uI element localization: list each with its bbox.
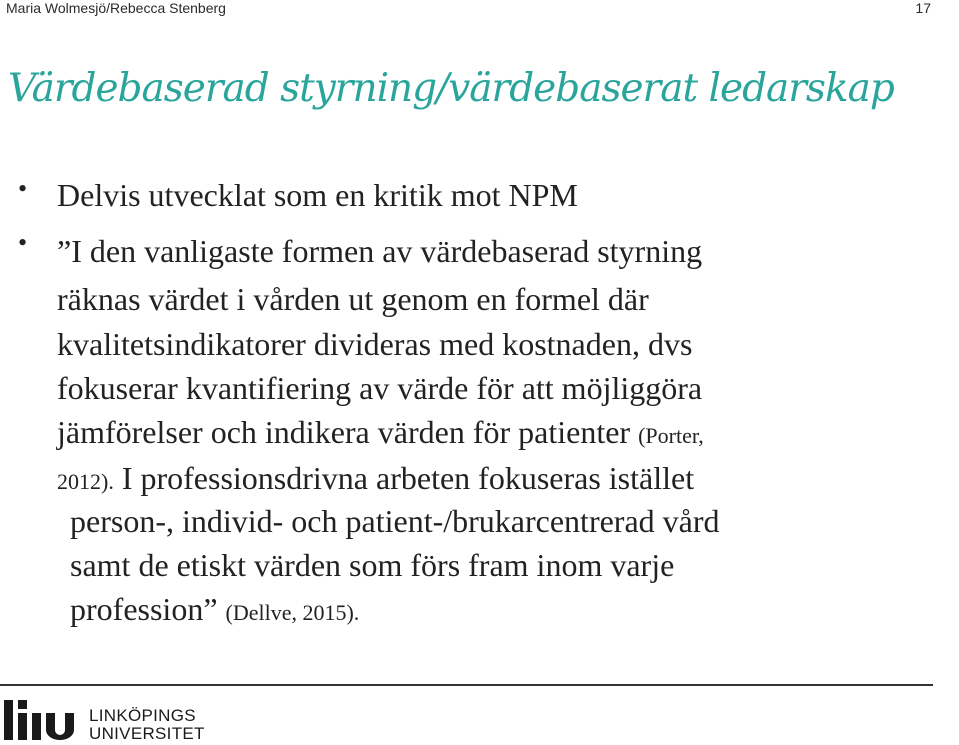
bullet-text-npm: Delvis utvecklat som en kritik mot NPM — [57, 177, 578, 213]
quote-line: räknas värdet i vården ut genom en formel där — [57, 281, 649, 317]
footer-divider — [0, 684, 933, 686]
header-author: Maria Wolmesjö/Rebecca Stenberg — [6, 0, 226, 16]
bullet-marker: • — [18, 174, 28, 203]
liu-logo-icon — [4, 700, 80, 740]
bullet-marker: • — [18, 228, 28, 257]
quote-line: fokuserar kvantifiering av värde för att möjliggöra — [57, 370, 703, 406]
quote-line — [57, 460, 694, 500]
logo-line: UNIVERSITET — [89, 724, 205, 743]
quote-line: ”I den vanligaste formen av värdebaserad styrning — [57, 233, 703, 269]
page-number: 17 — [915, 0, 931, 16]
quote-line: samt de etiskt värden som förs fram inom varje — [70, 547, 675, 583]
logo-line: LINKÖPINGS — [89, 706, 196, 725]
quote-line — [70, 591, 359, 631]
citation: (Dellve, 2015). — [225, 600, 360, 625]
quote-line: kvalitetsindikatorer divideras med kostnaden, dvs — [57, 326, 693, 362]
citation: (Porter, — [638, 423, 704, 448]
quote-line: person-, individ- och patient-/brukarcentrerad vård — [70, 503, 720, 539]
slide-title: Värdebaserad styrning/värdebaserat ledarskap — [8, 66, 894, 111]
quote-text: I professionsdrivna arbeten fokuseras istället — [113, 460, 695, 496]
quote-line — [57, 414, 704, 454]
citation: 2012). — [57, 469, 114, 494]
quote-text: profession” — [70, 591, 226, 627]
quote-text: jämförelser och indikera värden för patienter — [57, 414, 639, 450]
university-name — [89, 707, 205, 743]
